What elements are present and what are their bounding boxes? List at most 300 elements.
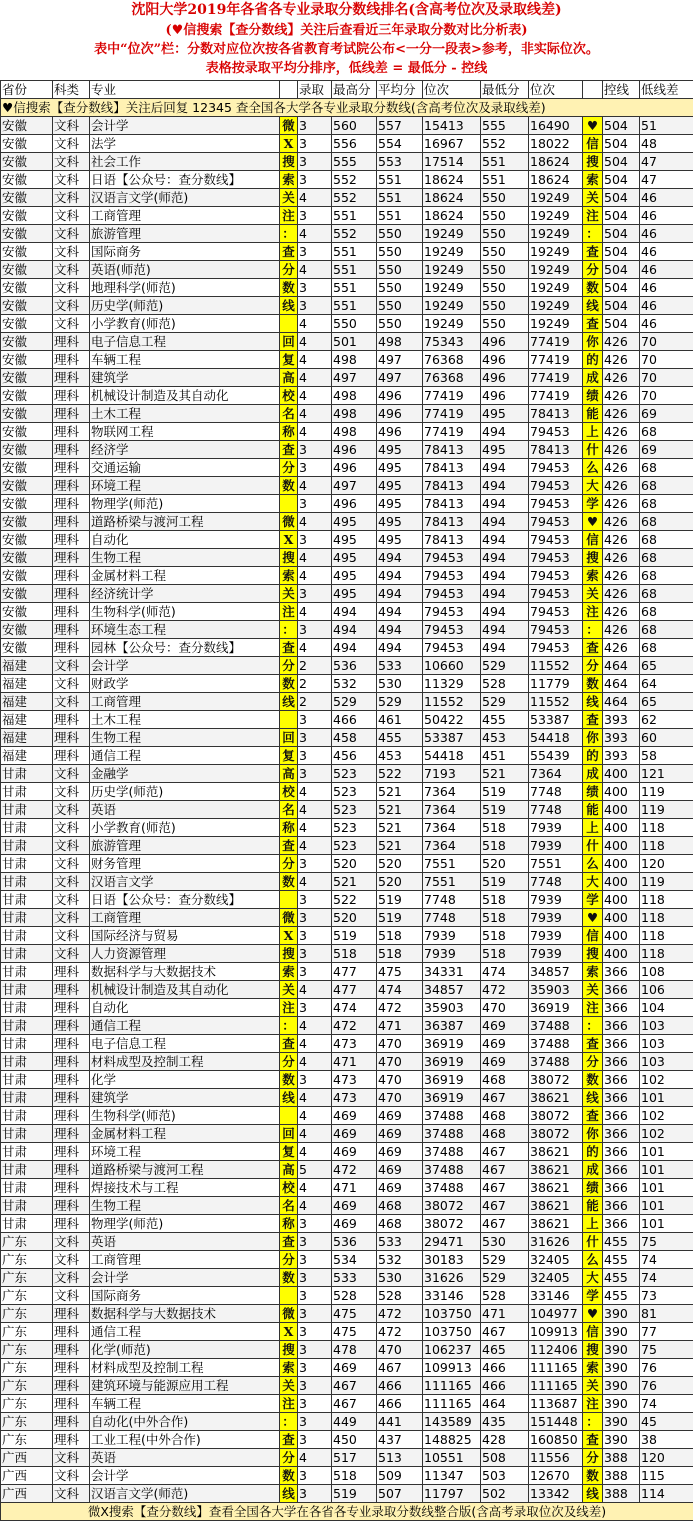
cell-mark-left: 索 (280, 1359, 298, 1377)
cell-control-line: 426 (603, 333, 640, 351)
cell-min-score: 471 (481, 1305, 529, 1323)
cell-category: 理科 (53, 1305, 90, 1323)
cell-avg-score: 550 (377, 243, 423, 261)
table-row (1, 261, 693, 279)
cell-mark-right: 大 (583, 873, 603, 891)
table-row (1, 909, 693, 927)
cell-mark-left: 注 (280, 999, 298, 1017)
cell-avg-rank: 7364 (423, 783, 481, 801)
cell-min-score: 466 (481, 1359, 529, 1377)
cell-admitted: 4 (298, 819, 332, 837)
cell-avg-score: 466 (377, 1395, 423, 1413)
cell-max-score: 495 (332, 567, 377, 585)
cell-mark-right: 绩 (583, 1179, 603, 1197)
cell-min-rank: 54418 (529, 729, 583, 747)
cell-gap: 58 (640, 747, 693, 765)
table-row (1, 639, 693, 657)
cell-avg-score: 472 (377, 1323, 423, 1341)
cell-mark-right: 查 (583, 711, 603, 729)
cell-avg-score: 468 (377, 1215, 423, 1233)
cell-max-score: 473 (332, 1071, 377, 1089)
cell-avg-rank: 7748 (423, 909, 481, 927)
cell-major: 环境工程 (90, 477, 280, 495)
cell-avg-score: 494 (377, 585, 423, 603)
cell-major: 土木工程 (90, 405, 280, 423)
cell-max-score: 498 (332, 351, 377, 369)
cell-max-score: 523 (332, 801, 377, 819)
table-row (1, 1467, 693, 1485)
cell-max-score: 536 (332, 1233, 377, 1251)
cell-avg-score: 496 (377, 423, 423, 441)
cell-min-rank: 19249 (529, 225, 583, 243)
cell-mark-left (280, 315, 298, 333)
cell-mark-right: 么 (583, 459, 603, 477)
cell-min-rank: 11552 (529, 693, 583, 711)
cell-control-line: 400 (603, 801, 640, 819)
cell-min-score: 521 (481, 765, 529, 783)
cell-min-rank: 38621 (529, 1143, 583, 1161)
cell-control-line: 366 (603, 1053, 640, 1071)
table-row (1, 387, 693, 405)
cell-province: 甘肃 (1, 1089, 53, 1107)
table-row (1, 1197, 693, 1215)
table-row (1, 207, 693, 225)
cell-admitted: 4 (298, 405, 332, 423)
cell-gap: 74 (640, 1251, 693, 1269)
cell-admitted: 5 (298, 1161, 332, 1179)
cell-max-score: 533 (332, 1269, 377, 1287)
cell-gap: 69 (640, 405, 693, 423)
cell-gap: 48 (640, 135, 693, 153)
cell-mark-left: 复 (280, 747, 298, 765)
cell-province: 福建 (1, 729, 53, 747)
cell-avg-score: 494 (377, 621, 423, 639)
cell-admitted: 4 (298, 1197, 332, 1215)
cell-avg-rank: 79453 (423, 639, 481, 657)
cell-province: 安徽 (1, 495, 53, 513)
cell-avg-rank: 7551 (423, 855, 481, 873)
cell-min-score: 474 (481, 963, 529, 981)
cell-avg-score: 495 (377, 531, 423, 549)
cell-province: 甘肃 (1, 1143, 53, 1161)
col-mark-left (280, 81, 298, 99)
cell-major: 工商管理 (90, 207, 280, 225)
cell-major: 建筑学 (90, 369, 280, 387)
cell-mark-left: 索 (280, 567, 298, 585)
cell-avg-score: 453 (377, 747, 423, 765)
cell-min-score: 550 (481, 315, 529, 333)
cell-avg-score: 470 (377, 1341, 423, 1359)
cell-admitted: 3 (298, 1215, 332, 1233)
cell-mark-right: 么 (583, 855, 603, 873)
cell-province: 甘肃 (1, 1125, 53, 1143)
cell-major: 自动化(中外合作) (90, 1413, 280, 1431)
cell-category: 理科 (53, 1143, 90, 1161)
cell-max-score: 496 (332, 441, 377, 459)
cell-avg-rank: 76368 (423, 369, 481, 387)
cell-gap: 118 (640, 909, 693, 927)
cell-mark-right: 索 (583, 171, 603, 189)
cell-category: 理科 (53, 1017, 90, 1035)
cell-control-line: 504 (603, 171, 640, 189)
cell-mark-right: 你 (583, 333, 603, 351)
cell-min-score: 550 (481, 225, 529, 243)
cell-max-score: 473 (332, 1089, 377, 1107)
cell-major: 旅游管理 (90, 225, 280, 243)
cell-gap: 74 (640, 1395, 693, 1413)
col-control-line: 控线 (603, 81, 640, 99)
table-row (1, 333, 693, 351)
cell-min-rank: 19249 (529, 315, 583, 333)
cell-avg-rank: 75343 (423, 333, 481, 351)
cell-avg-rank: 78413 (423, 459, 481, 477)
cell-min-score: 496 (481, 387, 529, 405)
cell-max-score: 552 (332, 225, 377, 243)
cell-min-score: 495 (481, 405, 529, 423)
cell-mark-left: 复 (280, 1143, 298, 1161)
cell-max-score: 477 (332, 963, 377, 981)
cell-mark-right: 什 (583, 441, 603, 459)
cell-min-score: 503 (481, 1467, 529, 1485)
cell-min-score: 428 (481, 1431, 529, 1449)
cell-min-rank: 32405 (529, 1269, 583, 1287)
cell-admitted: 3 (298, 1485, 332, 1503)
cell-min-rank: 79453 (529, 603, 583, 621)
table-row (1, 1161, 693, 1179)
cell-mark-right: ♥ (583, 1305, 603, 1323)
cell-control-line: 504 (603, 189, 640, 207)
cell-min-score: 467 (481, 1323, 529, 1341)
cell-control-line: 366 (603, 999, 640, 1017)
cell-max-score: 523 (332, 765, 377, 783)
cell-major: 人力资源管理 (90, 945, 280, 963)
cell-avg-score: 469 (377, 1143, 423, 1161)
cell-gap: 68 (640, 459, 693, 477)
cell-avg-score: 521 (377, 837, 423, 855)
cell-mark-right: 的 (583, 1143, 603, 1161)
cell-min-rank: 79453 (529, 567, 583, 585)
cell-province: 福建 (1, 675, 53, 693)
table-row (1, 1125, 693, 1143)
cell-min-score: 467 (481, 1179, 529, 1197)
cell-admitted: 3 (298, 1377, 332, 1395)
cell-avg-score: 550 (377, 279, 423, 297)
cell-category: 理科 (53, 567, 90, 585)
cell-min-rank: 38621 (529, 1179, 583, 1197)
cell-admitted: 3 (298, 1413, 332, 1431)
cell-control-line: 455 (603, 1251, 640, 1269)
cell-mark-right: 关 (583, 981, 603, 999)
table-row (1, 171, 693, 189)
cell-max-score: 475 (332, 1323, 377, 1341)
cell-category: 文科 (53, 189, 90, 207)
cell-min-score: 455 (481, 711, 529, 729)
cell-gap: 81 (640, 1305, 693, 1323)
cell-province: 广东 (1, 1287, 53, 1305)
cell-gap: 68 (640, 513, 693, 531)
cell-category: 理科 (53, 1125, 90, 1143)
cell-category: 文科 (53, 261, 90, 279)
cell-province: 安徽 (1, 243, 53, 261)
cell-control-line: 504 (603, 117, 640, 135)
cell-avg-rank: 37488 (423, 1107, 481, 1125)
cell-min-score: 472 (481, 981, 529, 999)
cell-admitted: 4 (298, 1035, 332, 1053)
cell-category: 理科 (53, 351, 90, 369)
cell-control-line: 393 (603, 747, 640, 765)
cell-max-score: 495 (332, 549, 377, 567)
cell-min-rank: 18624 (529, 171, 583, 189)
cell-control-line: 455 (603, 1233, 640, 1251)
cell-control-line: 455 (603, 1287, 640, 1305)
cell-min-rank: 7939 (529, 927, 583, 945)
cell-control-line: 426 (603, 513, 640, 531)
cell-control-line: 426 (603, 531, 640, 549)
cell-max-score: 449 (332, 1413, 377, 1431)
cell-max-score: 467 (332, 1395, 377, 1413)
cell-max-score: 494 (332, 639, 377, 657)
cell-gap: 106 (640, 981, 693, 999)
cell-mark-left: ： (280, 225, 298, 243)
cell-avg-rank: 10551 (423, 1449, 481, 1467)
table-row (1, 513, 693, 531)
cell-province: 安徽 (1, 135, 53, 153)
cell-max-score: 552 (332, 171, 377, 189)
cell-control-line: 390 (603, 1377, 640, 1395)
table-row (1, 189, 693, 207)
cell-province: 安徽 (1, 207, 53, 225)
cell-major: 小学教育(师范) (90, 315, 280, 333)
cell-admitted: 3 (298, 945, 332, 963)
cell-min-score: 496 (481, 351, 529, 369)
table-row (1, 855, 693, 873)
cell-control-line: 388 (603, 1449, 640, 1467)
admission-score-table (0, 80, 693, 1521)
cell-max-score: 520 (332, 855, 377, 873)
cell-avg-rank: 78413 (423, 477, 481, 495)
cell-category: 文科 (53, 297, 90, 315)
cell-control-line: 390 (603, 1323, 640, 1341)
cell-gap: 120 (640, 855, 693, 873)
cell-admitted: 3 (298, 135, 332, 153)
cell-avg-rank: 18624 (423, 171, 481, 189)
cell-avg-rank: 106237 (423, 1341, 481, 1359)
cell-avg-rank: 36919 (423, 1071, 481, 1089)
cell-province: 广西 (1, 1467, 53, 1485)
cell-control-line: 393 (603, 711, 640, 729)
cell-mark-right: ♥ (583, 513, 603, 531)
cell-major: 英语 (90, 801, 280, 819)
cell-avg-score: 475 (377, 963, 423, 981)
cell-major: 工商管理 (90, 909, 280, 927)
cell-max-score: 497 (332, 369, 377, 387)
cell-category: 文科 (53, 279, 90, 297)
cell-gap: 65 (640, 693, 693, 711)
table-row (1, 1179, 693, 1197)
cell-mark-left: 线 (280, 1089, 298, 1107)
cell-control-line: 455 (603, 1269, 640, 1287)
cell-control-line: 426 (603, 477, 640, 495)
cell-mark-left: 查 (280, 1035, 298, 1053)
cell-min-rank: 79453 (529, 639, 583, 657)
cell-province: 安徽 (1, 549, 53, 567)
cell-major: 生物科学(师范) (90, 603, 280, 621)
cell-max-score: 532 (332, 675, 377, 693)
cell-control-line: 366 (603, 1071, 640, 1089)
cell-gap: 68 (640, 531, 693, 549)
cell-major: 通信工程 (90, 1323, 280, 1341)
cell-category: 理科 (53, 1071, 90, 1089)
cell-province: 广东 (1, 1377, 53, 1395)
cell-gap: 101 (640, 1143, 693, 1161)
cell-min-rank: 33146 (529, 1287, 583, 1305)
footer-text: 微X搜索【查分数线】查看全国各大学在各省各专业录取分数线整合版(含高考录取位次及线差) (1, 1503, 693, 1521)
cell-major: 自动化 (90, 999, 280, 1017)
cell-mark-right: 上 (583, 819, 603, 837)
cell-mark-right: 信 (583, 927, 603, 945)
cell-major: 会计学 (90, 1467, 280, 1485)
cell-admitted: 4 (298, 477, 332, 495)
cell-major: 汉语言文学(师范) (90, 189, 280, 207)
cell-category: 理科 (53, 603, 90, 621)
cell-admitted: 3 (298, 1269, 332, 1287)
table-row (1, 225, 693, 243)
cell-avg-score: 470 (377, 1035, 423, 1053)
cell-control-line: 366 (603, 1143, 640, 1161)
banner-row (1, 99, 693, 117)
table-row (1, 1377, 693, 1395)
col-avg-score: 平均分 (377, 81, 423, 99)
cell-category: 理科 (53, 1323, 90, 1341)
table-row (1, 1143, 693, 1161)
cell-max-score: 496 (332, 495, 377, 513)
cell-avg-rank: 36919 (423, 1053, 481, 1071)
cell-admitted: 4 (298, 801, 332, 819)
cell-province: 广东 (1, 1233, 53, 1251)
cell-mark-right: 的 (583, 747, 603, 765)
cell-admitted: 4 (298, 603, 332, 621)
cell-province: 安徽 (1, 315, 53, 333)
cell-major: 机械设计制造及其自动化 (90, 387, 280, 405)
cell-admitted: 4 (298, 549, 332, 567)
cell-province: 甘肃 (1, 981, 53, 999)
cell-admitted: 4 (298, 423, 332, 441)
cell-gap: 68 (640, 549, 693, 567)
cell-major: 交通运输 (90, 459, 280, 477)
cell-mark-left: 关 (280, 189, 298, 207)
cell-category: 理科 (53, 747, 90, 765)
cell-max-score: 474 (332, 999, 377, 1017)
table-row (1, 369, 693, 387)
cell-category: 文科 (53, 135, 90, 153)
cell-category: 理科 (53, 1359, 90, 1377)
cell-gap: 38 (640, 1431, 693, 1449)
cell-avg-score: 551 (377, 189, 423, 207)
cell-min-score: 451 (481, 747, 529, 765)
cell-category: 理科 (53, 405, 90, 423)
cell-major: 工商管理 (90, 693, 280, 711)
cell-mark-right: 关 (583, 585, 603, 603)
cell-control-line: 504 (603, 279, 640, 297)
cell-avg-score: 520 (377, 855, 423, 873)
cell-province: 安徽 (1, 441, 53, 459)
cell-max-score: 458 (332, 729, 377, 747)
cell-major: 小学教育(师范) (90, 819, 280, 837)
cell-admitted: 4 (298, 639, 332, 657)
col-min-score: 最低分 (481, 81, 529, 99)
cell-mark-right: 线 (583, 1485, 603, 1503)
table-row (1, 657, 693, 675)
cell-min-rank: 19249 (529, 279, 583, 297)
cell-gap: 68 (640, 639, 693, 657)
cell-avg-rank: 30183 (423, 1251, 481, 1269)
cell-mark-left: 分 (280, 261, 298, 279)
cell-province: 广西 (1, 1449, 53, 1467)
cell-gap: 101 (640, 1179, 693, 1197)
cell-control-line: 366 (603, 1197, 640, 1215)
cell-major: 环境工程 (90, 1143, 280, 1161)
cell-min-rank: 53387 (529, 711, 583, 729)
cell-province: 甘肃 (1, 1179, 53, 1197)
cell-mark-left: 校 (280, 1179, 298, 1197)
cell-major: 经济学 (90, 441, 280, 459)
cell-gap: 46 (640, 279, 693, 297)
cell-gap: 103 (640, 1017, 693, 1035)
cell-min-rank: 37488 (529, 1035, 583, 1053)
cell-control-line: 390 (603, 1395, 640, 1413)
cell-admitted: 4 (298, 1107, 332, 1125)
cell-min-score: 494 (481, 567, 529, 585)
cell-avg-score: 495 (377, 459, 423, 477)
cell-avg-rank: 78413 (423, 495, 481, 513)
cell-admitted: 4 (298, 225, 332, 243)
cell-major: 旅游管理 (90, 837, 280, 855)
cell-min-rank: 79453 (529, 495, 583, 513)
cell-gap: 68 (640, 495, 693, 513)
cell-min-score: 496 (481, 369, 529, 387)
cell-mark-left: 注 (280, 1395, 298, 1413)
cell-gap: 69 (640, 441, 693, 459)
cell-mark-left (280, 891, 298, 909)
cell-mark-right: ： (583, 1017, 603, 1035)
cell-province: 安徽 (1, 531, 53, 549)
cell-mark-right: 能 (583, 801, 603, 819)
cell-mark-left: X (280, 531, 298, 549)
cell-category: 文科 (53, 225, 90, 243)
cell-control-line: 366 (603, 1215, 640, 1233)
cell-max-score: 517 (332, 1449, 377, 1467)
cell-mark-right: 搜 (583, 945, 603, 963)
cell-gap: 102 (640, 1125, 693, 1143)
cell-min-rank: 11552 (529, 657, 583, 675)
cell-avg-score: 530 (377, 1269, 423, 1287)
table-row (1, 801, 693, 819)
cell-min-rank: 77419 (529, 333, 583, 351)
cell-major: 电子信息工程 (90, 1035, 280, 1053)
cell-min-rank: 16490 (529, 117, 583, 135)
cell-control-line: 366 (603, 1089, 640, 1107)
cell-province: 安徽 (1, 333, 53, 351)
cell-avg-rank: 77419 (423, 387, 481, 405)
cell-max-score: 551 (332, 261, 377, 279)
cell-mark-right: 索 (583, 1359, 603, 1377)
cell-admitted: 4 (298, 837, 332, 855)
cell-mark-left: X (280, 135, 298, 153)
cell-min-score: 551 (481, 153, 529, 171)
cell-control-line: 366 (603, 1035, 640, 1053)
cell-category: 文科 (53, 1467, 90, 1485)
cell-min-score: 552 (481, 135, 529, 153)
